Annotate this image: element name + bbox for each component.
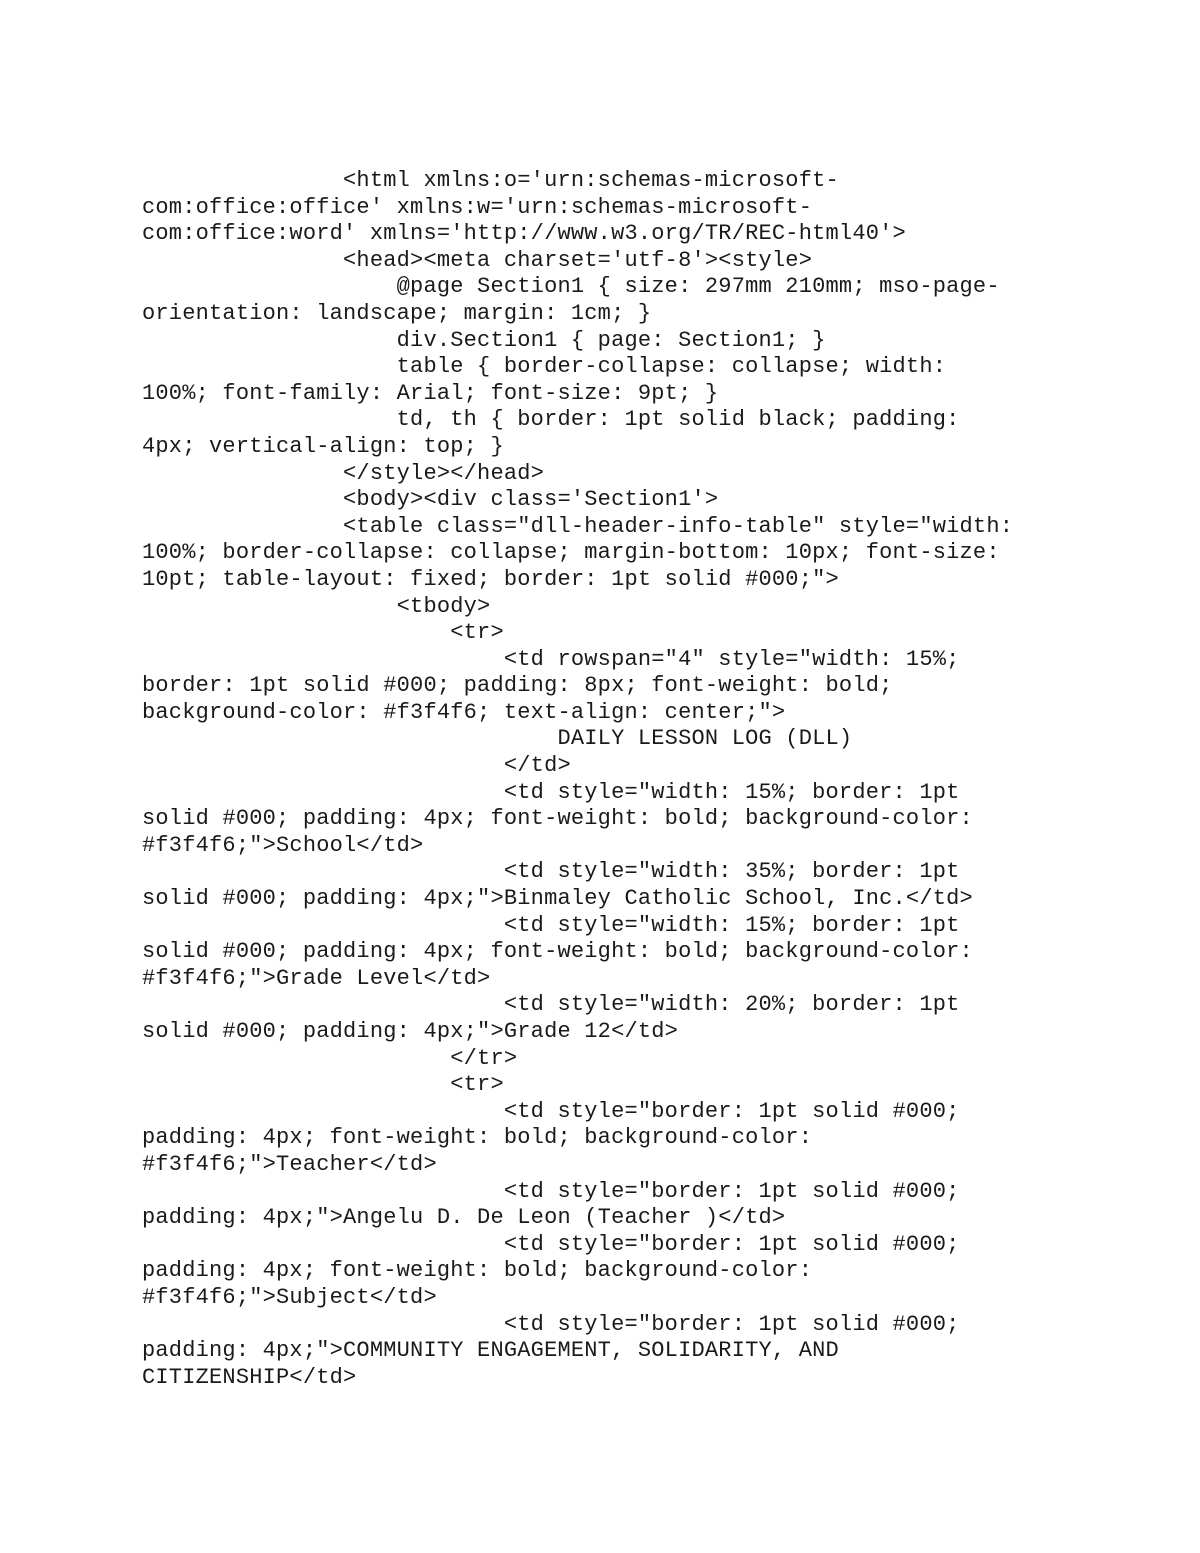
code-line: padding: 4px;">Angelu D. De Leon (Teacher )</td>	[142, 1205, 786, 1231]
code-line: solid #000; padding: 4px;">Binmaley Catholic School, Inc.</td>	[142, 886, 973, 912]
code-line: <td style="width: 20%; border: 1pt	[142, 992, 960, 1018]
code-line: <tbody>	[142, 593, 491, 619]
code-line: <td style="width: 35%; border: 1pt	[142, 859, 960, 885]
code-line: CITIZENSHIP</td>	[142, 1364, 357, 1390]
code-line: #f3f4f6;">Grade Level</td>	[142, 965, 491, 991]
code-line: <body><div class='Section1'>	[142, 487, 719, 513]
code-line: #f3f4f6;">School</td>	[142, 832, 424, 858]
code-line: orientation: landscape; margin: 1cm; }	[142, 300, 652, 326]
code-line: <td style="border: 1pt solid #000;	[142, 1311, 960, 1337]
code-line: div.Section1 { page: Section1; }	[142, 327, 826, 353]
code-line: DAILY LESSON LOG (DLL)	[142, 726, 853, 752]
code-line: 100%; font-family: Arial; font-size: 9pt; }	[142, 380, 719, 406]
code-line: #f3f4f6;">Subject</td>	[142, 1284, 437, 1310]
code-line: table { border-collapse: collapse; width:	[142, 354, 947, 380]
code-line: padding: 4px; font-weight: bold; background-color:	[142, 1125, 813, 1151]
code-line: solid #000; padding: 4px; font-weight: bold; background-color:	[142, 806, 973, 832]
code-line: 10pt; table-layout: fixed; border: 1pt solid #000;">	[142, 566, 839, 592]
code-line: border: 1pt solid #000; padding: 8px; font-weight: bold;	[142, 673, 893, 699]
code-line: <td rowspan="4" style="width: 15%;	[142, 646, 960, 672]
code-line: <td style="border: 1pt solid #000;	[142, 1178, 960, 1204]
code-line: <tr>	[142, 1072, 504, 1098]
code-text-block	[142, 168, 1142, 1391]
code-line: td, th { border: 1pt solid black; padding:	[142, 407, 960, 433]
code-line: 100%; border-collapse: collapse; margin-bottom: 10px; font-size:	[142, 540, 1000, 566]
code-line: solid #000; padding: 4px;">Grade 12</td>	[142, 1019, 679, 1044]
code-line: padding: 4px;">COMMUNITY ENGAGEMENT, SOLIDARITY, AND	[142, 1338, 839, 1364]
code-line: com:office:word' xmlns='http://www.w3.org/TR/REC-html40'>	[142, 221, 906, 247]
code-line: <table class="dll-header-info-table" style="width:	[142, 513, 1014, 539]
code-line: <html xmlns:o='urn:schemas-microsoft-	[142, 168, 839, 193]
code-line: <td style="width: 15%; border: 1pt	[142, 912, 960, 938]
code-line: padding: 4px; font-weight: bold; background-color:	[142, 1258, 813, 1284]
code-line: 4px; vertical-align: top; }	[142, 433, 504, 459]
code-line: <td style="border: 1pt solid #000;	[142, 1231, 960, 1257]
code-line: background-color: #f3f4f6; text-align: center;">	[142, 699, 786, 725]
code-line: <head><meta charset='utf-8'><style>	[142, 247, 813, 273]
code-line: <td style="border: 1pt solid #000;	[142, 1098, 960, 1124]
code-line: @page Section1 { size: 297mm 210mm; mso-page-	[142, 274, 1000, 300]
code-line: </style></head>	[142, 460, 545, 486]
code-line: #f3f4f6;">Teacher</td>	[142, 1151, 437, 1177]
code-line: <td style="width: 15%; border: 1pt	[142, 779, 960, 805]
code-line: </td>	[142, 753, 571, 779]
code-line: com:office:office' xmlns:w='urn:schemas-microsoft-	[142, 194, 813, 220]
code-line: solid #000; padding: 4px; font-weight: bold; background-color:	[142, 939, 973, 965]
code-line: <tr>	[142, 620, 504, 646]
code-line: </tr>	[142, 1045, 518, 1071]
